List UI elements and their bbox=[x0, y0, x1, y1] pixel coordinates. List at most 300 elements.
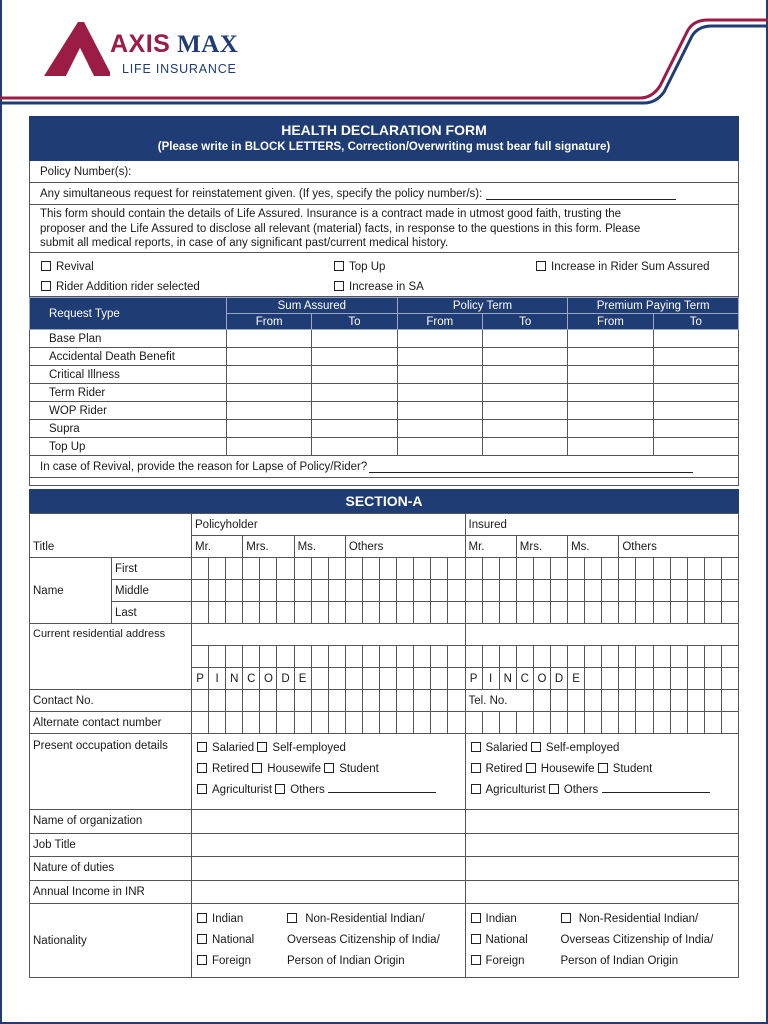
char-box[interactable] bbox=[243, 690, 260, 712]
char-box[interactable] bbox=[380, 712, 397, 734]
char-box[interactable] bbox=[516, 580, 533, 602]
char-box[interactable] bbox=[277, 712, 294, 734]
char-box[interactable] bbox=[311, 690, 328, 712]
char-box[interactable] bbox=[585, 690, 602, 712]
char-box[interactable] bbox=[482, 558, 499, 580]
checkbox-icon[interactable] bbox=[536, 261, 546, 271]
char-box[interactable] bbox=[226, 690, 243, 712]
char-box[interactable] bbox=[516, 646, 533, 668]
char-box[interactable] bbox=[670, 602, 687, 624]
char-box[interactable] bbox=[294, 690, 311, 712]
org-field[interactable] bbox=[192, 810, 466, 834]
char-box[interactable] bbox=[619, 668, 636, 690]
occ-agriculturist[interactable]: Agriculturist bbox=[471, 784, 546, 796]
occ-self-employed[interactable]: Self-employed bbox=[257, 742, 346, 754]
request-cell[interactable] bbox=[568, 348, 653, 366]
request-cell[interactable] bbox=[397, 420, 482, 438]
occ-student[interactable]: Student bbox=[598, 763, 653, 775]
request-cell[interactable] bbox=[312, 420, 397, 438]
char-box[interactable] bbox=[260, 602, 277, 624]
checkbox-icon[interactable] bbox=[471, 913, 481, 923]
char-box[interactable] bbox=[499, 712, 516, 734]
request-cell[interactable] bbox=[482, 330, 567, 348]
char-box[interactable] bbox=[482, 580, 499, 602]
address-line[interactable] bbox=[192, 624, 466, 646]
request-cell[interactable] bbox=[312, 402, 397, 420]
reinstatement-line[interactable] bbox=[486, 188, 676, 200]
char-box[interactable] bbox=[260, 712, 277, 734]
char-box[interactable] bbox=[192, 558, 209, 580]
char-box[interactable] bbox=[209, 558, 226, 580]
nat-foreign[interactable]: Foreign bbox=[197, 955, 251, 967]
char-box[interactable] bbox=[328, 558, 345, 580]
checkbox-icon[interactable] bbox=[197, 784, 207, 794]
char-box[interactable] bbox=[431, 690, 448, 712]
char-box[interactable] bbox=[499, 558, 516, 580]
income-field[interactable] bbox=[465, 880, 739, 904]
request-cell[interactable] bbox=[482, 384, 567, 402]
request-cell[interactable] bbox=[312, 384, 397, 402]
reinstatement-row[interactable]: Any simultaneous request for reinstatement given. (If yes, specify the policy number/s): bbox=[29, 183, 739, 205]
request-cell[interactable] bbox=[397, 348, 482, 366]
nat-nri[interactable]: Non-Residential Indian/ bbox=[287, 913, 425, 925]
char-box[interactable] bbox=[414, 690, 431, 712]
checkbox-icon[interactable] bbox=[471, 763, 481, 773]
char-box[interactable] bbox=[704, 602, 721, 624]
checkbox-icon[interactable] bbox=[561, 913, 571, 923]
char-box[interactable] bbox=[243, 712, 260, 734]
char-box[interactable] bbox=[721, 668, 738, 690]
char-box[interactable] bbox=[550, 602, 567, 624]
char-box[interactable] bbox=[362, 712, 379, 734]
char-box[interactable] bbox=[397, 712, 414, 734]
char-box[interactable] bbox=[653, 712, 670, 734]
char-box[interactable] bbox=[448, 712, 465, 734]
occ-agriculturist[interactable]: Agriculturist bbox=[197, 784, 272, 796]
request-cell[interactable] bbox=[653, 420, 738, 438]
char-box[interactable] bbox=[670, 558, 687, 580]
nat-national[interactable]: National bbox=[197, 934, 254, 946]
char-box[interactable] bbox=[687, 668, 704, 690]
char-box[interactable] bbox=[226, 558, 243, 580]
checkbox-icon[interactable] bbox=[197, 934, 207, 944]
char-box[interactable] bbox=[380, 580, 397, 602]
char-box[interactable] bbox=[380, 690, 397, 712]
char-box[interactable] bbox=[380, 558, 397, 580]
char-box[interactable] bbox=[380, 668, 397, 690]
char-box[interactable] bbox=[448, 602, 465, 624]
char-box[interactable] bbox=[311, 602, 328, 624]
checkbox-icon[interactable] bbox=[526, 763, 536, 773]
char-box[interactable] bbox=[653, 668, 670, 690]
char-box[interactable] bbox=[414, 668, 431, 690]
char-box[interactable] bbox=[414, 712, 431, 734]
others-line[interactable] bbox=[328, 781, 436, 793]
request-cell[interactable] bbox=[653, 438, 738, 456]
char-box[interactable] bbox=[328, 712, 345, 734]
char-box[interactable] bbox=[311, 580, 328, 602]
char-box[interactable] bbox=[636, 580, 653, 602]
char-box[interactable] bbox=[704, 712, 721, 734]
char-box[interactable] bbox=[209, 712, 226, 734]
char-box[interactable] bbox=[380, 602, 397, 624]
char-box[interactable] bbox=[602, 712, 619, 734]
char-box[interactable] bbox=[243, 646, 260, 668]
char-box[interactable] bbox=[619, 580, 636, 602]
char-box[interactable] bbox=[362, 580, 379, 602]
char-box[interactable] bbox=[362, 602, 379, 624]
checkbox-icon[interactable] bbox=[257, 742, 267, 752]
option-rider-addition[interactable]: Rider Addition rider selected bbox=[41, 281, 200, 293]
request-cell[interactable] bbox=[653, 402, 738, 420]
char-box[interactable] bbox=[585, 558, 602, 580]
request-cell[interactable] bbox=[568, 402, 653, 420]
char-box[interactable] bbox=[636, 668, 653, 690]
checkbox-icon[interactable] bbox=[252, 763, 262, 773]
char-box[interactable] bbox=[465, 580, 482, 602]
char-box[interactable] bbox=[345, 668, 362, 690]
char-box[interactable] bbox=[670, 712, 687, 734]
char-box[interactable] bbox=[448, 690, 465, 712]
char-box[interactable] bbox=[602, 558, 619, 580]
char-box[interactable] bbox=[397, 668, 414, 690]
char-box[interactable] bbox=[277, 646, 294, 668]
request-cell[interactable] bbox=[568, 420, 653, 438]
request-cell[interactable] bbox=[482, 402, 567, 420]
request-cell[interactable] bbox=[312, 330, 397, 348]
char-box[interactable] bbox=[243, 558, 260, 580]
char-box[interactable] bbox=[362, 690, 379, 712]
char-box[interactable] bbox=[499, 602, 516, 624]
char-box[interactable] bbox=[362, 646, 379, 668]
char-box[interactable] bbox=[209, 646, 226, 668]
request-cell[interactable] bbox=[227, 366, 312, 384]
nat-indian[interactable]: Indian bbox=[197, 913, 243, 925]
char-box[interactable] bbox=[568, 580, 585, 602]
char-box[interactable] bbox=[636, 712, 653, 734]
char-box[interactable] bbox=[516, 602, 533, 624]
char-box[interactable] bbox=[636, 602, 653, 624]
char-box[interactable] bbox=[260, 558, 277, 580]
char-box[interactable] bbox=[226, 712, 243, 734]
request-cell[interactable] bbox=[227, 348, 312, 366]
title-mrs[interactable]: Mrs. bbox=[243, 536, 294, 558]
char-box[interactable] bbox=[209, 602, 226, 624]
char-box[interactable] bbox=[345, 646, 362, 668]
char-box[interactable] bbox=[362, 668, 379, 690]
char-box[interactable] bbox=[397, 580, 414, 602]
checkbox-icon[interactable] bbox=[324, 763, 334, 773]
request-cell[interactable] bbox=[482, 438, 567, 456]
checkbox-icon[interactable] bbox=[598, 763, 608, 773]
char-box[interactable] bbox=[397, 558, 414, 580]
char-box[interactable] bbox=[192, 646, 209, 668]
char-box[interactable] bbox=[414, 602, 431, 624]
char-box[interactable] bbox=[687, 558, 704, 580]
char-box[interactable] bbox=[328, 580, 345, 602]
checkbox-icon[interactable] bbox=[197, 763, 207, 773]
char-box[interactable] bbox=[294, 558, 311, 580]
char-box[interactable] bbox=[602, 668, 619, 690]
nat-indian[interactable]: Indian bbox=[471, 913, 517, 925]
char-box[interactable] bbox=[704, 580, 721, 602]
char-box[interactable] bbox=[277, 580, 294, 602]
char-box[interactable] bbox=[260, 580, 277, 602]
char-box[interactable] bbox=[362, 558, 379, 580]
char-box[interactable] bbox=[653, 580, 670, 602]
char-box[interactable] bbox=[602, 602, 619, 624]
nat-national[interactable]: National bbox=[471, 934, 528, 946]
char-box[interactable] bbox=[721, 690, 738, 712]
occ-salaried[interactable]: Salaried bbox=[197, 742, 254, 754]
char-box[interactable] bbox=[721, 580, 738, 602]
revival-reason-row[interactable]: In case of Revival, provide the reason for Lapse of Policy/Rider? bbox=[29, 456, 739, 478]
checkbox-icon[interactable] bbox=[197, 913, 207, 923]
char-box[interactable] bbox=[533, 580, 550, 602]
request-cell[interactable] bbox=[397, 402, 482, 420]
char-box[interactable] bbox=[277, 602, 294, 624]
title-others[interactable]: Others bbox=[619, 536, 739, 558]
title-ms[interactable]: Ms. bbox=[294, 536, 345, 558]
char-box[interactable] bbox=[294, 602, 311, 624]
char-box[interactable] bbox=[448, 580, 465, 602]
char-box[interactable] bbox=[465, 602, 482, 624]
char-box[interactable] bbox=[345, 690, 362, 712]
duties-field[interactable] bbox=[465, 857, 739, 881]
request-cell[interactable] bbox=[397, 438, 482, 456]
char-box[interactable] bbox=[209, 580, 226, 602]
char-box[interactable] bbox=[704, 558, 721, 580]
char-box[interactable] bbox=[602, 690, 619, 712]
char-box[interactable] bbox=[431, 646, 448, 668]
char-box[interactable] bbox=[670, 580, 687, 602]
char-box[interactable] bbox=[431, 668, 448, 690]
char-box[interactable] bbox=[533, 690, 550, 712]
char-box[interactable] bbox=[516, 712, 533, 734]
request-cell[interactable] bbox=[312, 438, 397, 456]
char-box[interactable] bbox=[550, 712, 567, 734]
char-box[interactable] bbox=[482, 712, 499, 734]
request-cell[interactable] bbox=[482, 366, 567, 384]
char-box[interactable] bbox=[260, 690, 277, 712]
char-box[interactable] bbox=[260, 646, 277, 668]
char-box[interactable] bbox=[397, 690, 414, 712]
char-box[interactable] bbox=[294, 580, 311, 602]
char-box[interactable] bbox=[465, 712, 482, 734]
char-box[interactable] bbox=[670, 646, 687, 668]
char-box[interactable] bbox=[294, 712, 311, 734]
checkbox-icon[interactable] bbox=[275, 784, 285, 794]
char-box[interactable] bbox=[619, 646, 636, 668]
request-cell[interactable] bbox=[568, 366, 653, 384]
char-box[interactable] bbox=[431, 712, 448, 734]
char-box[interactable] bbox=[568, 558, 585, 580]
request-cell[interactable] bbox=[568, 384, 653, 402]
request-cell[interactable] bbox=[482, 420, 567, 438]
char-box[interactable] bbox=[585, 668, 602, 690]
option-revival[interactable]: Revival bbox=[41, 261, 94, 273]
occ-housewife[interactable]: Housewife bbox=[526, 763, 595, 775]
option-top-up[interactable]: Top Up bbox=[334, 261, 385, 273]
char-box[interactable] bbox=[704, 668, 721, 690]
request-cell[interactable] bbox=[312, 348, 397, 366]
char-box[interactable] bbox=[345, 558, 362, 580]
char-box[interactable] bbox=[345, 712, 362, 734]
occ-student[interactable]: Student bbox=[324, 763, 379, 775]
title-mr[interactable]: Mr. bbox=[192, 536, 243, 558]
policy-number-row[interactable]: Policy Number(s): bbox=[29, 161, 739, 183]
title-ms[interactable]: Ms. bbox=[568, 536, 619, 558]
checkbox-icon[interactable] bbox=[197, 742, 207, 752]
char-box[interactable] bbox=[687, 646, 704, 668]
char-box[interactable] bbox=[243, 602, 260, 624]
char-box[interactable] bbox=[704, 646, 721, 668]
char-box[interactable] bbox=[192, 690, 209, 712]
char-box[interactable] bbox=[636, 558, 653, 580]
char-box[interactable] bbox=[448, 558, 465, 580]
option-increase-sa[interactable]: Increase in SA bbox=[334, 281, 424, 293]
occ-self-employed[interactable]: Self-employed bbox=[531, 742, 620, 754]
checkbox-icon[interactable] bbox=[41, 261, 51, 271]
checkbox-icon[interactable] bbox=[41, 281, 51, 291]
income-field[interactable] bbox=[192, 880, 466, 904]
char-box[interactable] bbox=[619, 602, 636, 624]
org-field[interactable] bbox=[465, 810, 739, 834]
char-box[interactable] bbox=[328, 690, 345, 712]
char-box[interactable] bbox=[687, 712, 704, 734]
char-box[interactable] bbox=[550, 646, 567, 668]
request-cell[interactable] bbox=[482, 348, 567, 366]
request-cell[interactable] bbox=[653, 330, 738, 348]
char-box[interactable] bbox=[328, 646, 345, 668]
char-box[interactable] bbox=[568, 712, 585, 734]
char-box[interactable] bbox=[226, 602, 243, 624]
request-cell[interactable] bbox=[227, 384, 312, 402]
request-cell[interactable] bbox=[227, 330, 312, 348]
char-box[interactable] bbox=[414, 558, 431, 580]
char-box[interactable] bbox=[721, 712, 738, 734]
char-box[interactable] bbox=[653, 602, 670, 624]
char-box[interactable] bbox=[585, 646, 602, 668]
char-box[interactable] bbox=[670, 690, 687, 712]
title-others[interactable]: Others bbox=[345, 536, 465, 558]
char-box[interactable] bbox=[397, 602, 414, 624]
char-box[interactable] bbox=[653, 558, 670, 580]
char-box[interactable] bbox=[328, 668, 345, 690]
request-cell[interactable] bbox=[568, 438, 653, 456]
request-cell[interactable] bbox=[653, 348, 738, 366]
others-line[interactable] bbox=[602, 781, 710, 793]
char-box[interactable] bbox=[311, 646, 328, 668]
char-box[interactable] bbox=[482, 646, 499, 668]
char-box[interactable] bbox=[380, 646, 397, 668]
nat-foreign[interactable]: Foreign bbox=[471, 955, 525, 967]
char-box[interactable] bbox=[311, 712, 328, 734]
occ-retired[interactable]: Retired bbox=[471, 763, 523, 775]
request-cell[interactable] bbox=[397, 384, 482, 402]
char-box[interactable] bbox=[311, 558, 328, 580]
char-box[interactable] bbox=[550, 558, 567, 580]
checkbox-icon[interactable] bbox=[471, 784, 481, 794]
char-box[interactable] bbox=[431, 602, 448, 624]
char-box[interactable] bbox=[431, 558, 448, 580]
char-box[interactable] bbox=[585, 712, 602, 734]
job-field[interactable] bbox=[465, 833, 739, 857]
char-box[interactable] bbox=[465, 646, 482, 668]
title-mrs[interactable]: Mrs. bbox=[516, 536, 567, 558]
nat-nri[interactable]: Non-Residential Indian/ bbox=[561, 913, 699, 925]
char-box[interactable] bbox=[277, 558, 294, 580]
char-box[interactable] bbox=[636, 690, 653, 712]
char-box[interactable] bbox=[533, 602, 550, 624]
char-box[interactable] bbox=[226, 580, 243, 602]
char-box[interactable] bbox=[585, 602, 602, 624]
request-cell[interactable] bbox=[568, 330, 653, 348]
job-field[interactable] bbox=[192, 833, 466, 857]
char-box[interactable] bbox=[294, 646, 311, 668]
char-box[interactable] bbox=[619, 558, 636, 580]
request-cell[interactable] bbox=[312, 366, 397, 384]
char-box[interactable] bbox=[192, 580, 209, 602]
char-box[interactable] bbox=[414, 580, 431, 602]
checkbox-icon[interactable] bbox=[334, 281, 344, 291]
option-increase-rider-sa[interactable]: Increase in Rider Sum Assured bbox=[536, 261, 710, 273]
char-box[interactable] bbox=[568, 690, 585, 712]
char-box[interactable] bbox=[499, 580, 516, 602]
request-cell[interactable] bbox=[397, 366, 482, 384]
checkbox-icon[interactable] bbox=[549, 784, 559, 794]
char-box[interactable] bbox=[448, 646, 465, 668]
char-box[interactable] bbox=[209, 690, 226, 712]
char-box[interactable] bbox=[653, 690, 670, 712]
char-box[interactable] bbox=[482, 602, 499, 624]
checkbox-icon[interactable] bbox=[471, 742, 481, 752]
occ-others[interactable]: Others bbox=[549, 784, 599, 796]
occ-others[interactable]: Others bbox=[275, 784, 325, 796]
char-box[interactable] bbox=[192, 602, 209, 624]
checkbox-icon[interactable] bbox=[471, 934, 481, 944]
char-box[interactable] bbox=[721, 602, 738, 624]
char-box[interactable] bbox=[192, 712, 209, 734]
checkbox-icon[interactable] bbox=[287, 913, 297, 923]
char-box[interactable] bbox=[448, 668, 465, 690]
duties-field[interactable] bbox=[192, 857, 466, 881]
char-box[interactable] bbox=[619, 712, 636, 734]
char-box[interactable] bbox=[721, 646, 738, 668]
request-cell[interactable] bbox=[227, 402, 312, 420]
char-box[interactable] bbox=[226, 646, 243, 668]
occ-retired[interactable]: Retired bbox=[197, 763, 249, 775]
occ-salaried[interactable]: Salaried bbox=[471, 742, 528, 754]
char-box[interactable] bbox=[414, 646, 431, 668]
char-box[interactable] bbox=[619, 690, 636, 712]
char-box[interactable] bbox=[550, 690, 567, 712]
char-box[interactable] bbox=[653, 646, 670, 668]
request-cell[interactable] bbox=[227, 420, 312, 438]
checkbox-icon[interactable] bbox=[197, 955, 207, 965]
char-box[interactable] bbox=[585, 580, 602, 602]
request-cell[interactable] bbox=[653, 366, 738, 384]
char-box[interactable] bbox=[499, 646, 516, 668]
char-box[interactable] bbox=[516, 558, 533, 580]
char-box[interactable] bbox=[431, 580, 448, 602]
char-box[interactable] bbox=[345, 580, 362, 602]
char-box[interactable] bbox=[687, 602, 704, 624]
request-cell[interactable] bbox=[397, 330, 482, 348]
checkbox-icon[interactable] bbox=[334, 261, 344, 271]
char-box[interactable] bbox=[465, 558, 482, 580]
char-box[interactable] bbox=[568, 646, 585, 668]
